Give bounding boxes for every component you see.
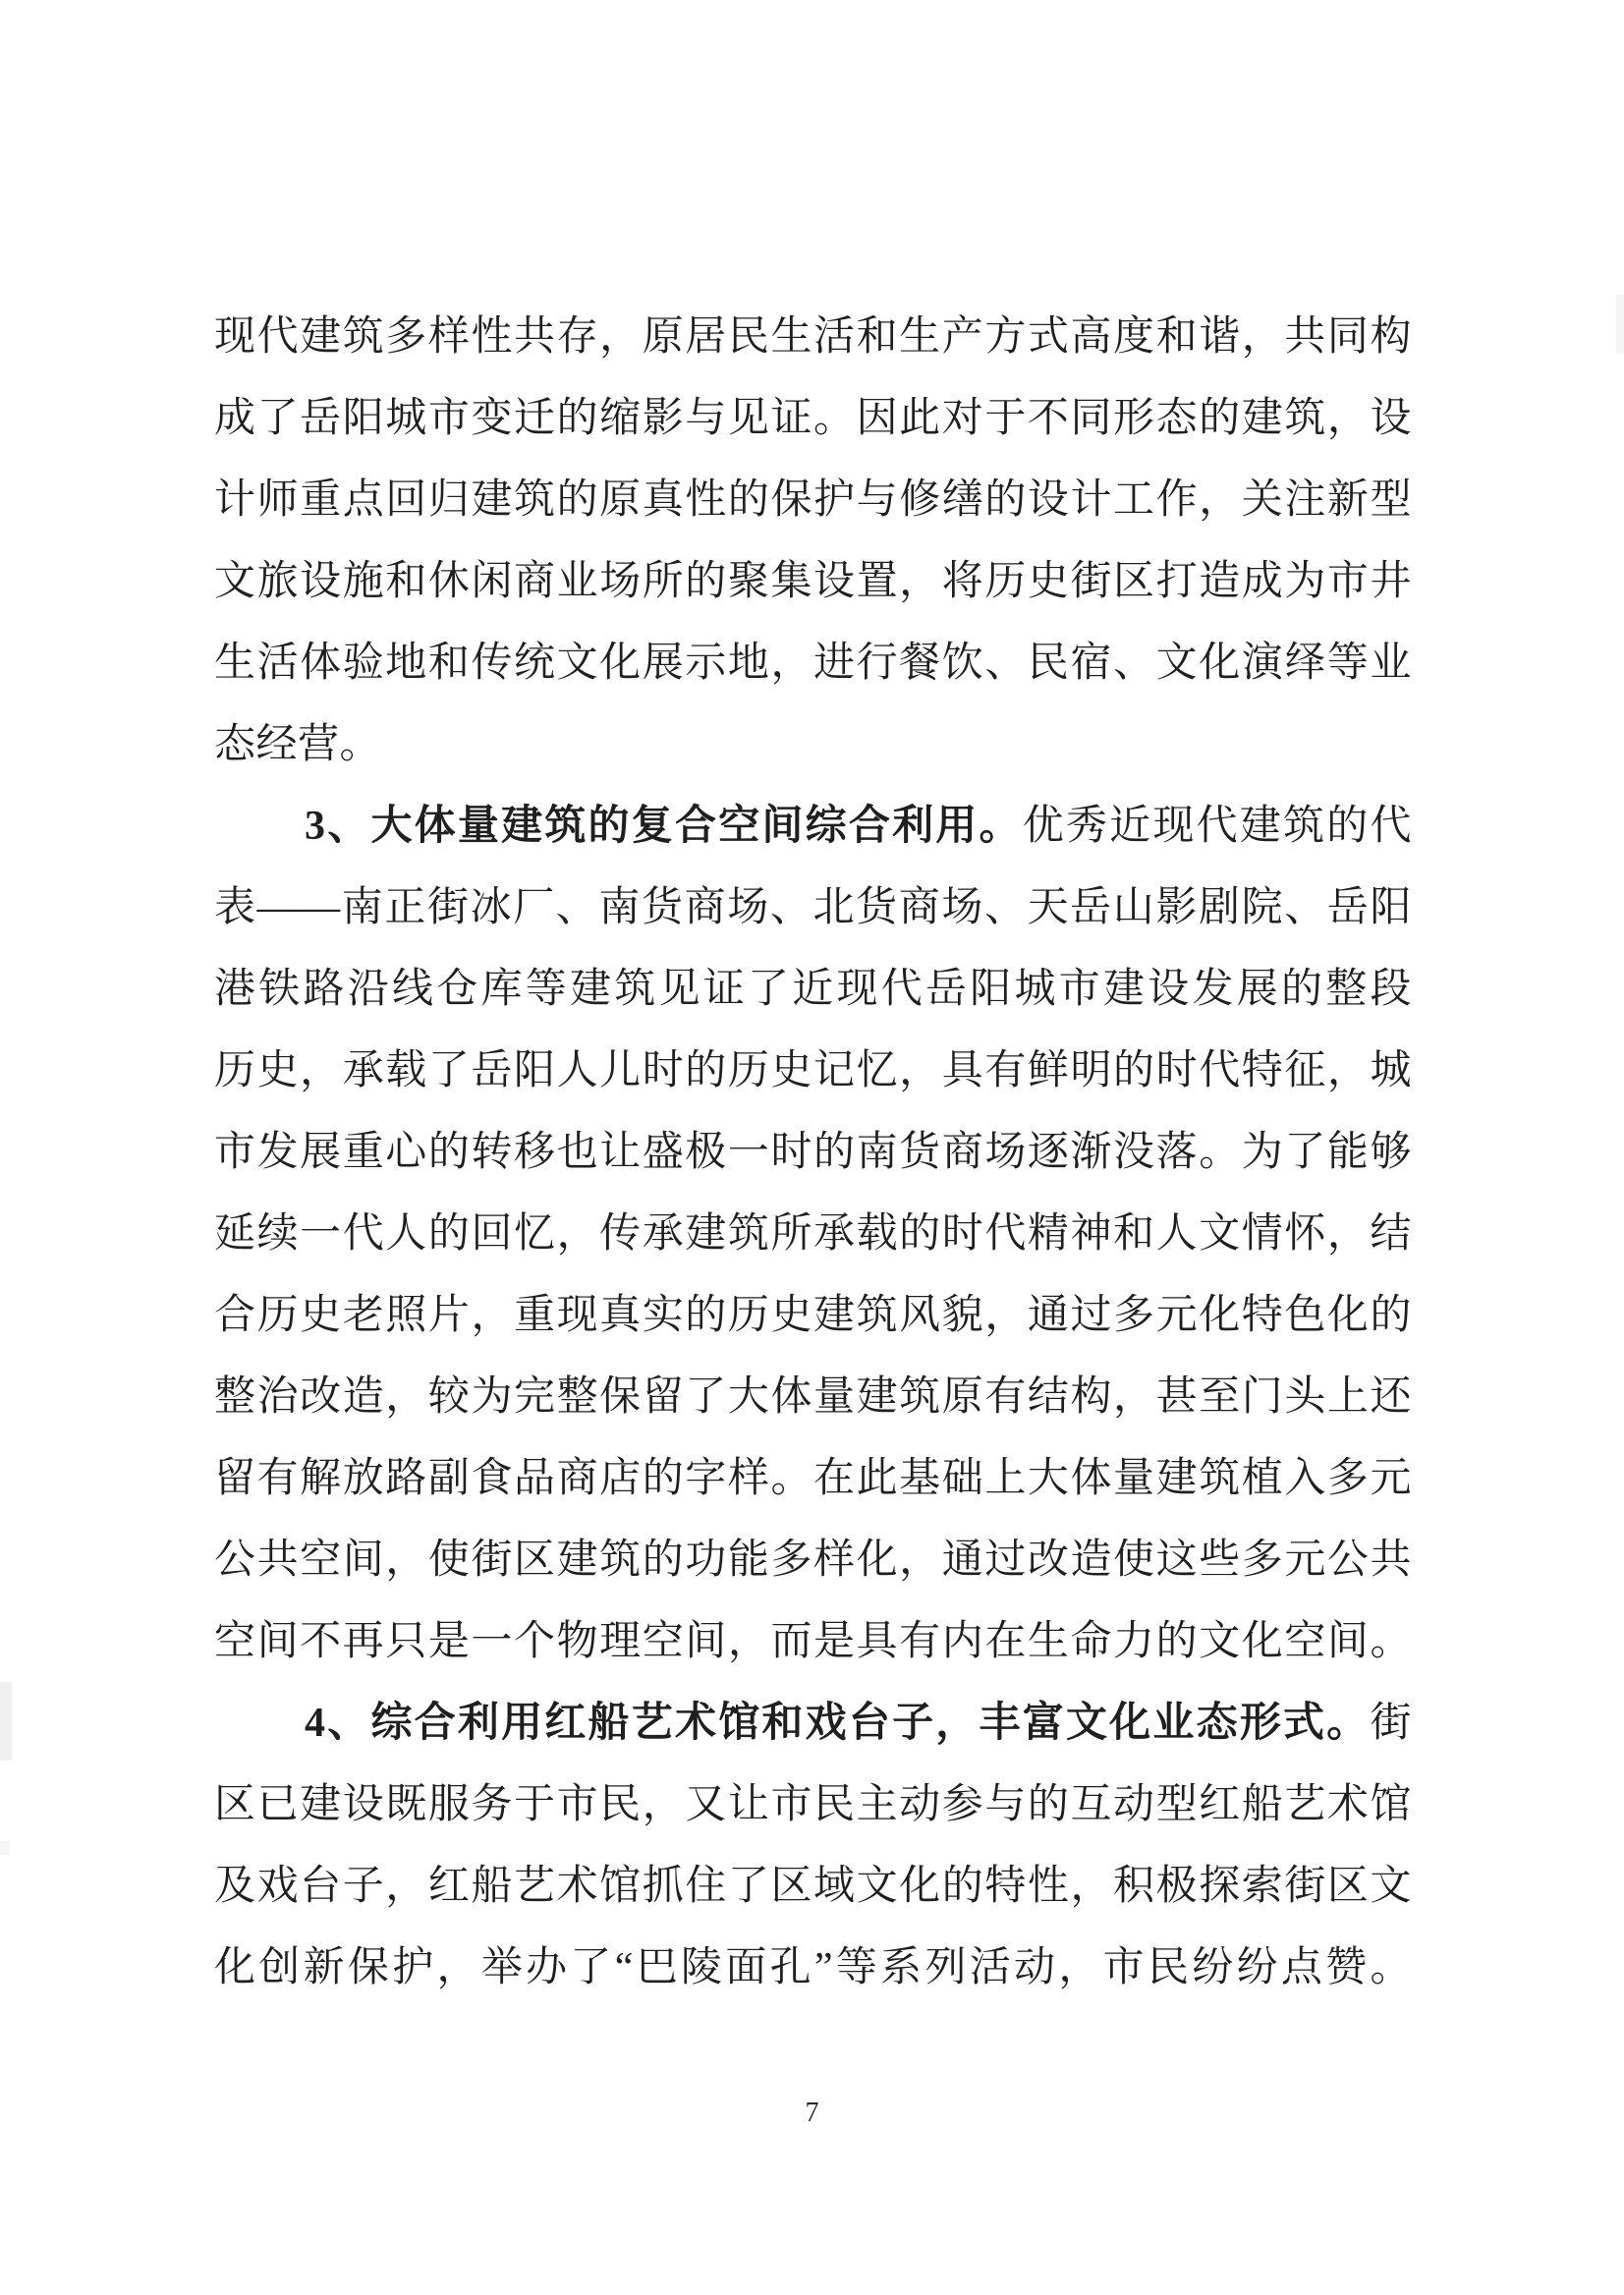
scan-artifact-left bbox=[0, 1682, 12, 1761]
body-segment: 及戏台子，红船艺术馆抓住了区域文化的特性，积极探索街区文 bbox=[214, 1864, 1412, 1909]
body-segment: 空间不再只是一个物理空间，而是具有内在生命力的文化空间。 bbox=[214, 1619, 1412, 1664]
text-line bbox=[214, 1846, 1412, 1928]
body-segment: 优秀近现代建筑的代 bbox=[1022, 804, 1412, 849]
text-line bbox=[214, 1357, 1412, 1438]
text-line bbox=[214, 1683, 1412, 1764]
body-segment: 历史，承载了岳阳人儿时的历史记忆，具有鲜明的时代特征，城 bbox=[214, 1048, 1412, 1093]
body-segment: 态经营。 bbox=[214, 722, 382, 767]
text-line bbox=[214, 1194, 1412, 1275]
heading-segment: 3、大体量建筑的复合空间综合利用。 bbox=[305, 804, 1023, 849]
body-segment: 生活体验地和传统文化展示地，进行餐饮、民宿、文化演绎等业 bbox=[214, 641, 1412, 686]
text-line bbox=[214, 1275, 1412, 1357]
heading-segment: 4、综合利用红船艺术馆和戏台子，丰富文化业态形式。 bbox=[305, 1701, 1371, 1746]
body-segment: 延续一代人的回忆，传承建筑所承载的时代精神和人文情怀，结 bbox=[214, 1211, 1412, 1257]
body-segment: 整治改造，较为完整保留了大体量建筑原有结构，甚至门头上还 bbox=[214, 1374, 1412, 1420]
body-segment: 成了岳阳城市变迁的缩影与见证。因此对于不同形态的建筑，设 bbox=[214, 396, 1412, 441]
body-segment: 区已建设既服务于市民，又让市民主动参与的互动型红船艺术馆 bbox=[214, 1782, 1412, 1827]
text-line bbox=[214, 949, 1412, 1031]
body-segment: 计师重点回归建筑的原真性的保护与修缮的设计工作，关注新型 bbox=[214, 477, 1412, 523]
body-text-block bbox=[214, 297, 1412, 2009]
text-line bbox=[214, 541, 1412, 623]
text-line bbox=[214, 297, 1412, 378]
text-line bbox=[214, 1031, 1412, 1112]
body-segment: 表——南正街冰厂、南货商场、北货商场、天岳山影剧院、岳阳 bbox=[214, 885, 1412, 930]
body-segment: 港铁路沿线仓库等建筑见证了近现代岳阳城市建设发展的整段 bbox=[214, 967, 1412, 1012]
body-segment: 化创新保护，举办了“巴陵面孔”等系列活动，市民纷纷点赞。 bbox=[214, 1945, 1412, 1990]
text-line bbox=[214, 868, 1412, 949]
body-segment: 留有解放路副食品商店的字样。在此基础上大体量建筑植入多元 bbox=[214, 1456, 1412, 1501]
text-line bbox=[214, 378, 1412, 460]
text-line bbox=[214, 1112, 1412, 1194]
body-segment: 文旅设施和休闲商业场所的聚集设置，将历史街区打造成为市井 bbox=[214, 559, 1412, 604]
text-line bbox=[214, 704, 1412, 786]
body-segment: 街 bbox=[1370, 1701, 1412, 1746]
text-line bbox=[214, 1928, 1412, 2009]
text-line bbox=[214, 786, 1412, 868]
scan-artifact-left-small bbox=[0, 1841, 10, 1855]
page-number: 7 bbox=[805, 2098, 819, 2128]
text-line bbox=[214, 460, 1412, 541]
text-line bbox=[214, 1520, 1412, 1601]
body-segment: 现代建筑多样性共存，原居民生活和生产方式高度和谐，共同构 bbox=[214, 314, 1412, 360]
body-segment: 公共空间，使街区建筑的功能多样化，通过改造使这些多元公共 bbox=[214, 1538, 1412, 1583]
text-line bbox=[214, 623, 1412, 704]
text-line bbox=[214, 1438, 1412, 1520]
body-segment: 合历史老照片，重现真实的历史建筑风貌，通过多元化特色化的 bbox=[214, 1293, 1412, 1338]
body-segment: 市发展重心的转移也让盛极一时的南货商场逐渐没落。为了能够 bbox=[214, 1130, 1412, 1175]
scan-artifact-right bbox=[1616, 295, 1624, 354]
text-line bbox=[214, 1601, 1412, 1683]
text-line bbox=[214, 1764, 1412, 1846]
